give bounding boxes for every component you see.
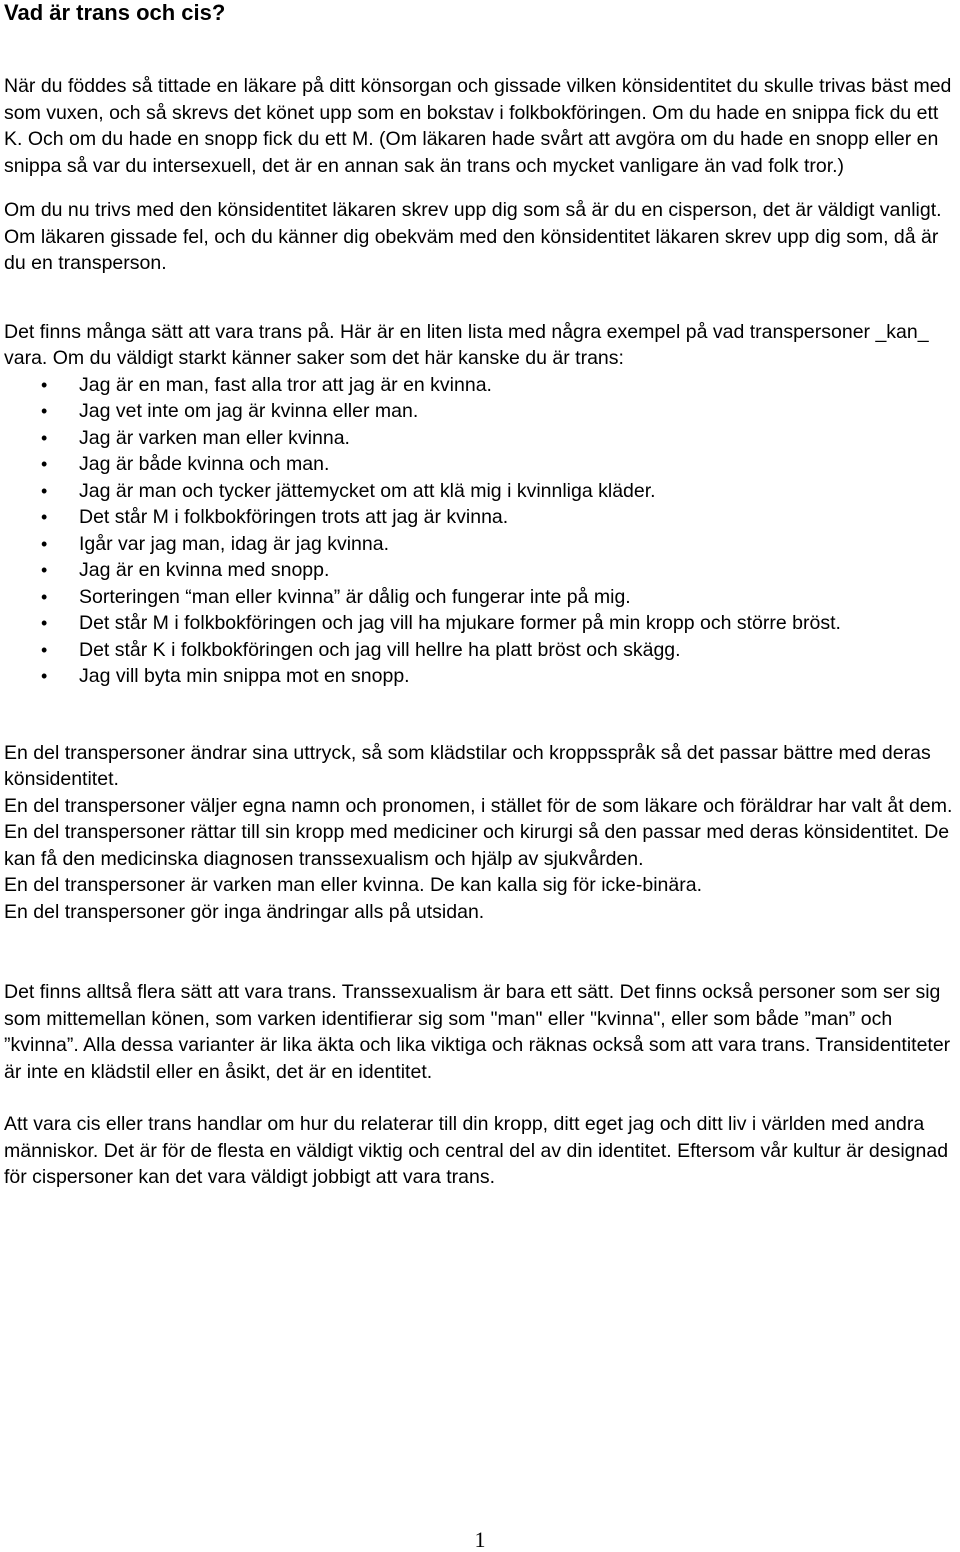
list-item: • Det står K i folkbokföringen och jag vill hellre ha platt bröst och skägg. xyxy=(4,637,954,664)
list-item: • Sorteringen “man eller kvinna” är dålig och fungerar inte på mig. xyxy=(4,584,954,611)
list-item: • Igår var jag man, idag är jag kvinna. xyxy=(4,531,954,558)
document-page xyxy=(4,0,954,1191)
text-line: En del transpersoner väljer egna namn och pronomen, i stället för de som läkare och föräldrar har valt åt dem. xyxy=(4,794,953,817)
paragraph-conclusion: Att vara cis eller trans handlar om hur du relaterar till din kropp, ditt eget jag och ditt liv i världen med andra människor. Det är för de flesta en väldigt viktig och central del av din identitet. Eftersom vår kultur är designad för cispersoner kan det vara väldigt jobbigt att vara trans. xyxy=(4,1113,949,1188)
text-line: En del transpersoner ändrar sina uttryck, så som klädstilar och kroppsspråk så det passar bättre med deras könsidentitet. xyxy=(4,741,931,790)
transperson-variations xyxy=(4,740,954,926)
list-item: • Jag är varken man eller kvinna. xyxy=(4,425,954,452)
list-item: • Jag är både kvinna och man. xyxy=(4,451,954,478)
paragraph-intro: När du föddes så tittade en läkare på ditt könsorgan och gissade vilken könsidentitet du skulle trivas bäst med som vuxen, och så skrevs det könet upp som en bokstav i folkbokföringen. Om du hade en snippa fick du ett K. Och om du hade en snopp fick du ett M. (Om läkaren hade svårt att avgöra om du hade en snopp eller en snippa så var du intersexuell, det är en annan sak än trans och mycket vanligare än vad folk tror.) xyxy=(4,75,952,177)
list-item: • Det står M i folkbokföringen och jag vill ha mjukare former på min kropp och större bröst. xyxy=(4,610,954,637)
page-number: 1 xyxy=(474,1527,486,1552)
list-item: • Jag vet inte om jag är kvinna eller man. xyxy=(4,398,954,425)
text-line: En del transpersoner är varken man eller kvinna. De kan kalla sig för icke-binära. xyxy=(4,874,703,896)
paragraph-summary: Det finns alltså flera sätt att vara trans. Transsexualism är bara ett sätt. Det finns också personer som ser sig som mittemellan könen, som varken identifierar sig som "man" eller "kvinna", eller som både ”man” och ”kvinna”. Alla dessa varianter är lika äkta och lika viktiga och räknas också som att vara trans. Transidentiteter är inte en klädstil eller en åsikt, det är en identitet. xyxy=(4,981,951,1083)
page-title: Vad är trans och cis? xyxy=(4,0,226,25)
paragraph-ways-to-be-trans: Det finns många sätt att vara trans på. Här är en liten lista med några exempel på vad transpersoner _kan_ vara. Om du väldigt starkt känner saker som det här kanske du är trans: xyxy=(4,320,929,369)
list-item: • Jag vill byta min snippa mot en snopp. xyxy=(4,663,954,690)
text-line: En del transpersoner gör inga ändringar alls på utsidan. xyxy=(4,900,485,923)
list-item: • Jag är man och tycker jättemycket om att klä mig i kvinnliga kläder. xyxy=(4,478,954,505)
list-item: • Jag är en kvinna med snopp. xyxy=(4,557,954,584)
list-item: • Det står M i folkbokföringen trots att jag är kvinna. xyxy=(4,504,954,531)
list-item: • Jag är en man, fast alla tror att jag är en kvinna. xyxy=(4,372,954,399)
text-line: En del transpersoner rättar till sin kropp med mediciner och kirurgi så den passar med deras könsidentitet. De kan få den medicinska diagnosen transsexualism och hjälp av sjukvården. xyxy=(4,821,950,870)
paragraph-cis-trans-definition: Om du nu trivs med den könsidentitet läkaren skrev upp dig som så är du en cisperson, det är väldigt vanligt. Om läkaren gissade fel, och du känner dig obekväm med den könsidentitet läkaren skrev upp dig som, då är du en transperson. xyxy=(4,199,942,274)
examples-list xyxy=(4,372,954,690)
